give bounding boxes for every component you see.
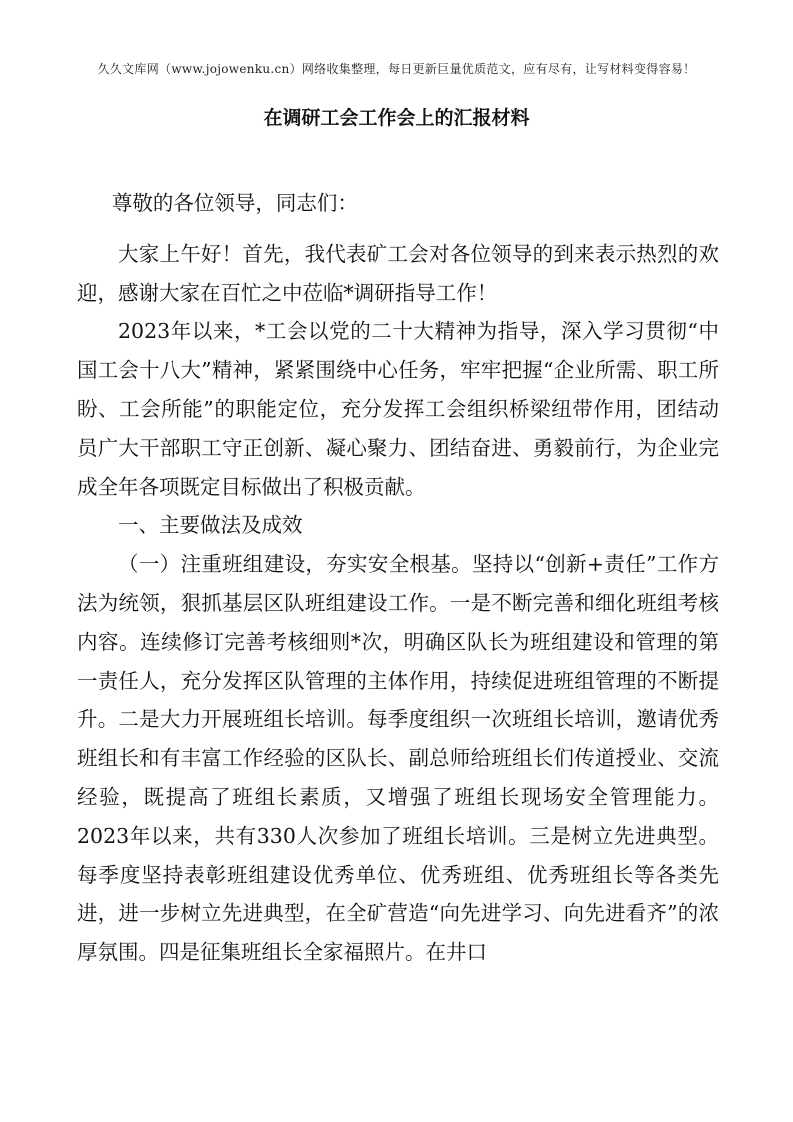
section-heading: 一、主要做法及成效 — [118, 513, 303, 538]
document-title: 在调研工会工作会上的汇报材料 — [263, 107, 530, 129]
header-banner: 久久文库网（www.jojowenku.cn）网络收集整理，每日更新巨量优质范文，应有尽有，让写材料变得容易！ — [97, 62, 696, 76]
paragraph-team-building: （一）注重班组建设，夯实安全根基。坚持以“创新+责任”工作方法为统领，狠抓基层区队班组建设工作。一是不断完善和细化班组考核内容。连续修订完善考核细则*次，明确区队长为班组建设和管理的第一责任人，充分发挥区队管理的主体作用，持续促进班组管理的不断提升。二是大力开展班组长培训。每季度组织一次班组长培训，邀请优秀班组长和有丰富工作经验的区队长、副总师给班组长们传道授业、交流经验，既提高了班组长素质，又增强了班组长现场安全管理能力。2023年以来，共有330人次参加了班组长培训。三是树立先进典型。每季度坚持表彰班组建设优秀单位、优秀班组、优秀班组长等各类先进，进一步树立先进典型，在全矿营造“向先进学习、向先进看齐”的浓厚氛围。四是征集班组长全家福照片。在井口 — [77, 552, 719, 965]
salutation: 尊敬的各位领导，同志们： — [111, 191, 358, 215]
paragraph-overview: 2023年以来，*工会以党的二十大精神为指导，深入学习贯彻“中国工会十八大”精神，紧紧围绕中心任务，牢牢把握“企业所需、职工所盼、工会所能”的职能定位，充分发挥工会组织桥梁纽带作用，团结动员广大干部职工守正创新、凝心聚力、团结奋进、勇毅前行，为企业完成全年各项既定目标做出了积极贡献。 — [77, 319, 719, 499]
paragraph-greeting: 大家上午好！首先，我代表矿工会对各位领导的到来表示热烈的欢迎，感谢大家在百忙之中莅临*调研指导工作！ — [77, 241, 719, 305]
document-body — [77, 184, 719, 972]
